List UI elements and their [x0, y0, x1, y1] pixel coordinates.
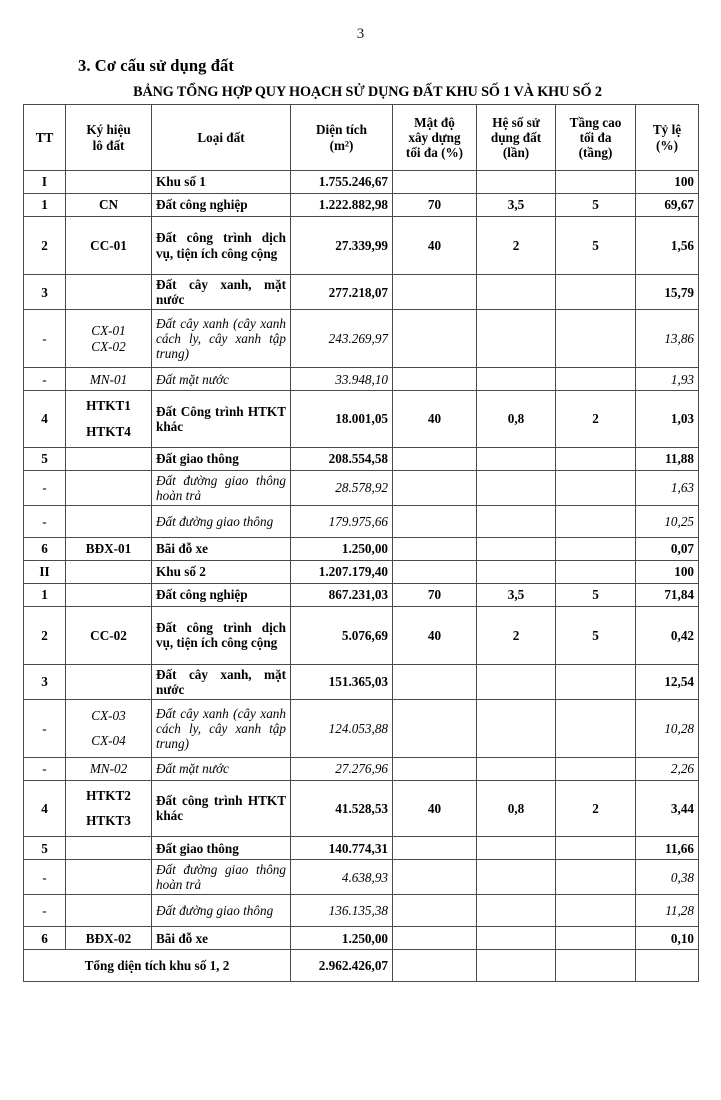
cell-land-type: Khu số 2: [152, 560, 291, 583]
cell-land-use-coefficient: [477, 447, 556, 470]
cell-total-building-density: [393, 950, 477, 982]
cell-tt: 1: [24, 194, 66, 217]
table-row: [24, 860, 699, 895]
cell-land-use-coefficient: [477, 310, 556, 368]
cell-tt: 6: [24, 927, 66, 950]
cell-building-density: [393, 860, 477, 895]
table-title: BẢNG TỔNG HỢP QUY HOẠCH SỬ DỤNG ĐẤT KHU SỐ 1 VÀ KHU SỐ 2: [133, 84, 602, 100]
col-header-coefficient-line1: Hệ số sử: [492, 114, 540, 130]
cell-tt: -: [24, 757, 66, 780]
cell-land-type: Đất cây xanh, mặt nước: [152, 664, 291, 699]
cell-land-type: Khu số 1: [152, 171, 291, 194]
cell-building-density: [393, 757, 477, 780]
cell-building-density: [393, 310, 477, 368]
col-header-floors-line2: tối đa: [579, 129, 612, 145]
cell-land-type: Đất công nghiệp: [152, 194, 291, 217]
cell-land-type: Đất mặt nước: [152, 368, 291, 391]
land-symbol-primary: HTKT2: [86, 787, 131, 803]
cell-land-type: Đất mặt nước: [152, 757, 291, 780]
cell-max-floors: [556, 699, 636, 757]
cell-building-density: [393, 537, 477, 560]
cell-land-type: Đất công trình HTKT khác: [152, 780, 291, 836]
cell-land-symbol: [66, 860, 152, 895]
cell-area: 27.339,99: [291, 217, 393, 275]
cell-area: 33.948,10: [291, 368, 393, 391]
cell-land-use-coefficient: [477, 470, 556, 505]
table-row: [24, 194, 699, 217]
table-row: [24, 895, 699, 927]
cell-land-symbol: [66, 470, 152, 505]
land-symbol-secondary: CX-02: [91, 338, 126, 354]
table-body: [24, 171, 699, 982]
cell-tt: 2: [24, 217, 66, 275]
cell-max-floors: [556, 505, 636, 537]
land-symbol-secondary: HTKT3: [86, 813, 131, 829]
col-header-density-line1: Mật độ: [414, 114, 455, 130]
cell-building-density: [393, 927, 477, 950]
cell-area: 140.774,31: [291, 837, 393, 860]
cell-ratio: 71,84: [636, 583, 699, 606]
cell-ratio: 15,79: [636, 275, 699, 310]
cell-land-symbol: [66, 664, 152, 699]
cell-land-type: Đất công trình dịch vụ, tiện ích công cộng: [152, 606, 291, 664]
col-header-symbol-line1: Ký hiệu: [86, 122, 131, 138]
cell-building-density: 40: [393, 780, 477, 836]
cell-area: 1.207.179,40: [291, 560, 393, 583]
cell-land-type: Đất giao thông: [152, 837, 291, 860]
table-row: [24, 757, 699, 780]
cell-building-density: 70: [393, 194, 477, 217]
cell-land-symbol: BĐX-02: [66, 927, 152, 950]
cell-ratio: 10,25: [636, 505, 699, 537]
cell-max-floors: [556, 447, 636, 470]
table-row: [24, 470, 699, 505]
cell-building-density: [393, 275, 477, 310]
table-row: [24, 368, 699, 391]
cell-land-type: Đất đường giao thông hoàn trả: [152, 470, 291, 505]
col-header-area-line1: Diện tích: [316, 122, 367, 138]
cell-max-floors: [556, 560, 636, 583]
cell-tt: -: [24, 699, 66, 757]
page-number: 3: [356, 26, 365, 42]
table-row: [24, 275, 699, 310]
cell-land-symbol: [66, 391, 152, 447]
cell-land-symbol: CC-01: [66, 217, 152, 275]
col-header-coefficient-line2: dụng đất: [490, 129, 542, 145]
cell-max-floors: [556, 860, 636, 895]
cell-ratio: 1,03: [636, 391, 699, 447]
cell-max-floors: [556, 837, 636, 860]
cell-max-floors: [556, 310, 636, 368]
table-row: [24, 171, 699, 194]
table-container: [23, 104, 698, 982]
col-header-density-line3: tối đa (%): [405, 145, 464, 161]
cell-ratio: 1,63: [636, 470, 699, 505]
cell-land-type: Bãi đỗ xe: [152, 927, 291, 950]
cell-ratio: 11,88: [636, 447, 699, 470]
cell-max-floors: 2: [556, 780, 636, 836]
cell-land-symbol: [66, 583, 152, 606]
cell-land-type: Đất đường giao thông: [152, 505, 291, 537]
cell-land-type: Đất đường giao thông hoàn trả: [152, 860, 291, 895]
cell-area: 27.276,96: [291, 757, 393, 780]
cell-land-use-coefficient: [477, 560, 556, 583]
cell-land-use-coefficient: [477, 171, 556, 194]
table-row: [24, 780, 699, 836]
col-header-floors: [556, 105, 636, 171]
cell-tt: 3: [24, 275, 66, 310]
cell-ratio: 13,86: [636, 310, 699, 368]
table-row: [24, 217, 699, 275]
cell-area: 41.528,53: [291, 780, 393, 836]
cell-total-area: 2.962.426,07: [291, 950, 393, 982]
table-row: [24, 310, 699, 368]
cell-ratio: 11,28: [636, 895, 699, 927]
cell-building-density: [393, 470, 477, 505]
cell-total-land-use-coefficient: [477, 950, 556, 982]
cell-building-density: [393, 837, 477, 860]
cell-land-type: Đất đường giao thông: [152, 895, 291, 927]
cell-land-symbol: [66, 505, 152, 537]
land-symbol-primary: CX-01: [91, 322, 126, 338]
cell-land-use-coefficient: [477, 837, 556, 860]
cell-land-symbol: [66, 447, 152, 470]
col-header-ratio: [636, 105, 699, 171]
cell-ratio: 69,67: [636, 194, 699, 217]
col-header-type: Loại đất: [152, 105, 291, 171]
cell-land-use-coefficient: [477, 927, 556, 950]
cell-ratio: 10,28: [636, 699, 699, 757]
cell-land-use-coefficient: [477, 757, 556, 780]
col-header-density: [393, 105, 477, 171]
land-use-table: [23, 104, 699, 982]
cell-ratio: 11,66: [636, 837, 699, 860]
cell-max-floors: [556, 664, 636, 699]
cell-max-floors: [556, 757, 636, 780]
table-row: [24, 837, 699, 860]
cell-land-symbol: BĐX-01: [66, 537, 152, 560]
cell-land-symbol: MN-01: [66, 368, 152, 391]
cell-building-density: [393, 447, 477, 470]
cell-land-symbol: [66, 560, 152, 583]
cell-land-type: Đất công trình dịch vụ, tiện ích công cộng: [152, 217, 291, 275]
cell-land-use-coefficient: [477, 860, 556, 895]
cell-land-use-coefficient: [477, 895, 556, 927]
cell-land-symbol: MN-02: [66, 757, 152, 780]
cell-land-use-coefficient: 2: [477, 606, 556, 664]
cell-land-use-coefficient: [477, 505, 556, 537]
cell-ratio: 3,44: [636, 780, 699, 836]
cell-land-use-coefficient: [477, 368, 556, 391]
cell-area: 4.638,93: [291, 860, 393, 895]
cell-land-symbol: [66, 895, 152, 927]
cell-max-floors: [556, 275, 636, 310]
cell-area: 151.365,03: [291, 664, 393, 699]
cell-tt: -: [24, 895, 66, 927]
cell-area: 1.250,00: [291, 537, 393, 560]
cell-tt: 3: [24, 664, 66, 699]
table-row: [24, 606, 699, 664]
cell-building-density: 40: [393, 217, 477, 275]
cell-tt: 4: [24, 391, 66, 447]
cell-area: 277.218,07: [291, 275, 393, 310]
cell-land-use-coefficient: [477, 699, 556, 757]
cell-ratio: 12,54: [636, 664, 699, 699]
table-row: [24, 583, 699, 606]
table-row: [24, 447, 699, 470]
cell-land-use-coefficient: [477, 537, 556, 560]
cell-ratio: 0,10: [636, 927, 699, 950]
cell-land-type: Đất cây xanh, mặt nước: [152, 275, 291, 310]
cell-land-symbol: [66, 275, 152, 310]
col-header-floors-line3: (tầng): [578, 145, 613, 161]
cell-tt: 5: [24, 837, 66, 860]
table-row: [24, 391, 699, 447]
cell-tt: 2: [24, 606, 66, 664]
cell-area: 179.975,66: [291, 505, 393, 537]
cell-max-floors: 5: [556, 583, 636, 606]
cell-land-symbol: CN: [66, 194, 152, 217]
cell-tt: -: [24, 470, 66, 505]
cell-total-max-floors: [556, 950, 636, 982]
cell-building-density: [393, 664, 477, 699]
cell-land-use-coefficient: [477, 664, 556, 699]
cell-land-use-coefficient: 2: [477, 217, 556, 275]
cell-ratio: 1,93: [636, 368, 699, 391]
col-header-coefficient: [477, 105, 556, 171]
cell-area: 124.053,88: [291, 699, 393, 757]
col-header-area: [291, 105, 393, 171]
cell-land-symbol: [66, 780, 152, 836]
cell-total-ratio: [636, 950, 699, 982]
cell-max-floors: [556, 927, 636, 950]
cell-land-type: Đất Công trình HTKT khác: [152, 391, 291, 447]
cell-building-density: [393, 505, 477, 537]
cell-land-use-coefficient: 0,8: [477, 780, 556, 836]
cell-land-symbol: [66, 171, 152, 194]
cell-tt: 4: [24, 780, 66, 836]
cell-max-floors: 5: [556, 606, 636, 664]
cell-land-symbol: CC-02: [66, 606, 152, 664]
cell-building-density: 70: [393, 583, 477, 606]
cell-ratio: 2,26: [636, 757, 699, 780]
table-total-row: [24, 950, 699, 982]
cell-max-floors: [556, 537, 636, 560]
cell-land-symbol: [66, 837, 152, 860]
cell-area: 136.135,38: [291, 895, 393, 927]
col-header-ratio-line1: Tỷ lệ: [652, 122, 682, 138]
table-row: [24, 927, 699, 950]
cell-land-symbol: [66, 310, 152, 368]
cell-ratio: 0,38: [636, 860, 699, 895]
cell-area: 208.554,58: [291, 447, 393, 470]
cell-max-floors: [556, 470, 636, 505]
cell-max-floors: 2: [556, 391, 636, 447]
cell-tt: I: [24, 171, 66, 194]
land-symbol-primary: HTKT1: [86, 398, 131, 414]
cell-tt: 5: [24, 447, 66, 470]
cell-area: 28.578,92: [291, 470, 393, 505]
cell-ratio: 0,42: [636, 606, 699, 664]
land-symbol-secondary: CX-04: [91, 733, 126, 749]
cell-tt: -: [24, 505, 66, 537]
section-heading: 3. Cơ cấu sử dụng đất: [78, 56, 234, 75]
cell-ratio: 1,56: [636, 217, 699, 275]
cell-land-use-coefficient: [477, 275, 556, 310]
cell-building-density: 40: [393, 391, 477, 447]
cell-building-density: [393, 171, 477, 194]
col-header-symbol: [66, 105, 152, 171]
land-symbol-primary: CX-03: [91, 707, 126, 723]
cell-ratio: 0,07: [636, 537, 699, 560]
cell-tt: II: [24, 560, 66, 583]
cell-tt: 1: [24, 583, 66, 606]
table-row: [24, 537, 699, 560]
table-row: [24, 560, 699, 583]
land-symbol-secondary: HTKT4: [86, 423, 131, 439]
cell-tt: -: [24, 310, 66, 368]
col-header-area-line2: (m²): [329, 137, 354, 153]
cell-area: 867.231,03: [291, 583, 393, 606]
table-row: [24, 699, 699, 757]
cell-ratio: 100: [636, 171, 699, 194]
table-row: [24, 505, 699, 537]
cell-area: 5.076,69: [291, 606, 393, 664]
cell-max-floors: 5: [556, 217, 636, 275]
cell-area: 1.222.882,98: [291, 194, 393, 217]
cell-land-use-coefficient: 3,5: [477, 194, 556, 217]
col-header-density-line2: xây dựng: [408, 129, 461, 145]
cell-building-density: [393, 560, 477, 583]
table-header: [24, 105, 699, 171]
cell-max-floors: [556, 895, 636, 927]
cell-land-use-coefficient: 3,5: [477, 583, 556, 606]
col-header-floors-line1: Tầng cao: [569, 114, 622, 130]
col-header-tt: TT: [24, 105, 66, 171]
cell-land-type: Đất giao thông: [152, 447, 291, 470]
cell-building-density: [393, 895, 477, 927]
cell-area: 243.269,97: [291, 310, 393, 368]
cell-ratio: 100: [636, 560, 699, 583]
cell-building-density: [393, 368, 477, 391]
cell-land-type: Đất cây xanh (cây xanh cách ly, cây xanh tập trung): [152, 310, 291, 368]
cell-land-type: Đất cây xanh (cây xanh cách ly, cây xanh tập trung): [152, 699, 291, 757]
cell-max-floors: [556, 368, 636, 391]
table-row: [24, 664, 699, 699]
cell-tt: -: [24, 368, 66, 391]
cell-land-type: Bãi đỗ xe: [152, 537, 291, 560]
cell-max-floors: 5: [556, 194, 636, 217]
cell-tt: -: [24, 860, 66, 895]
cell-land-use-coefficient: 0,8: [477, 391, 556, 447]
cell-area: 18.001,05: [291, 391, 393, 447]
cell-land-type: Đất công nghiệp: [152, 583, 291, 606]
cell-land-symbol: [66, 699, 152, 757]
cell-building-density: 40: [393, 606, 477, 664]
col-header-symbol-line2: lô đất: [92, 137, 125, 153]
cell-area: 1.755.246,67: [291, 171, 393, 194]
cell-tt: 6: [24, 537, 66, 560]
col-header-coefficient-line3: (lần): [502, 145, 530, 161]
col-header-ratio-line2: (%): [656, 137, 678, 153]
cell-area: 1.250,00: [291, 927, 393, 950]
header-row: [24, 105, 699, 171]
cell-max-floors: [556, 171, 636, 194]
cell-building-density: [393, 699, 477, 757]
total-label: Tổng diện tích khu số 1, 2: [24, 950, 291, 982]
